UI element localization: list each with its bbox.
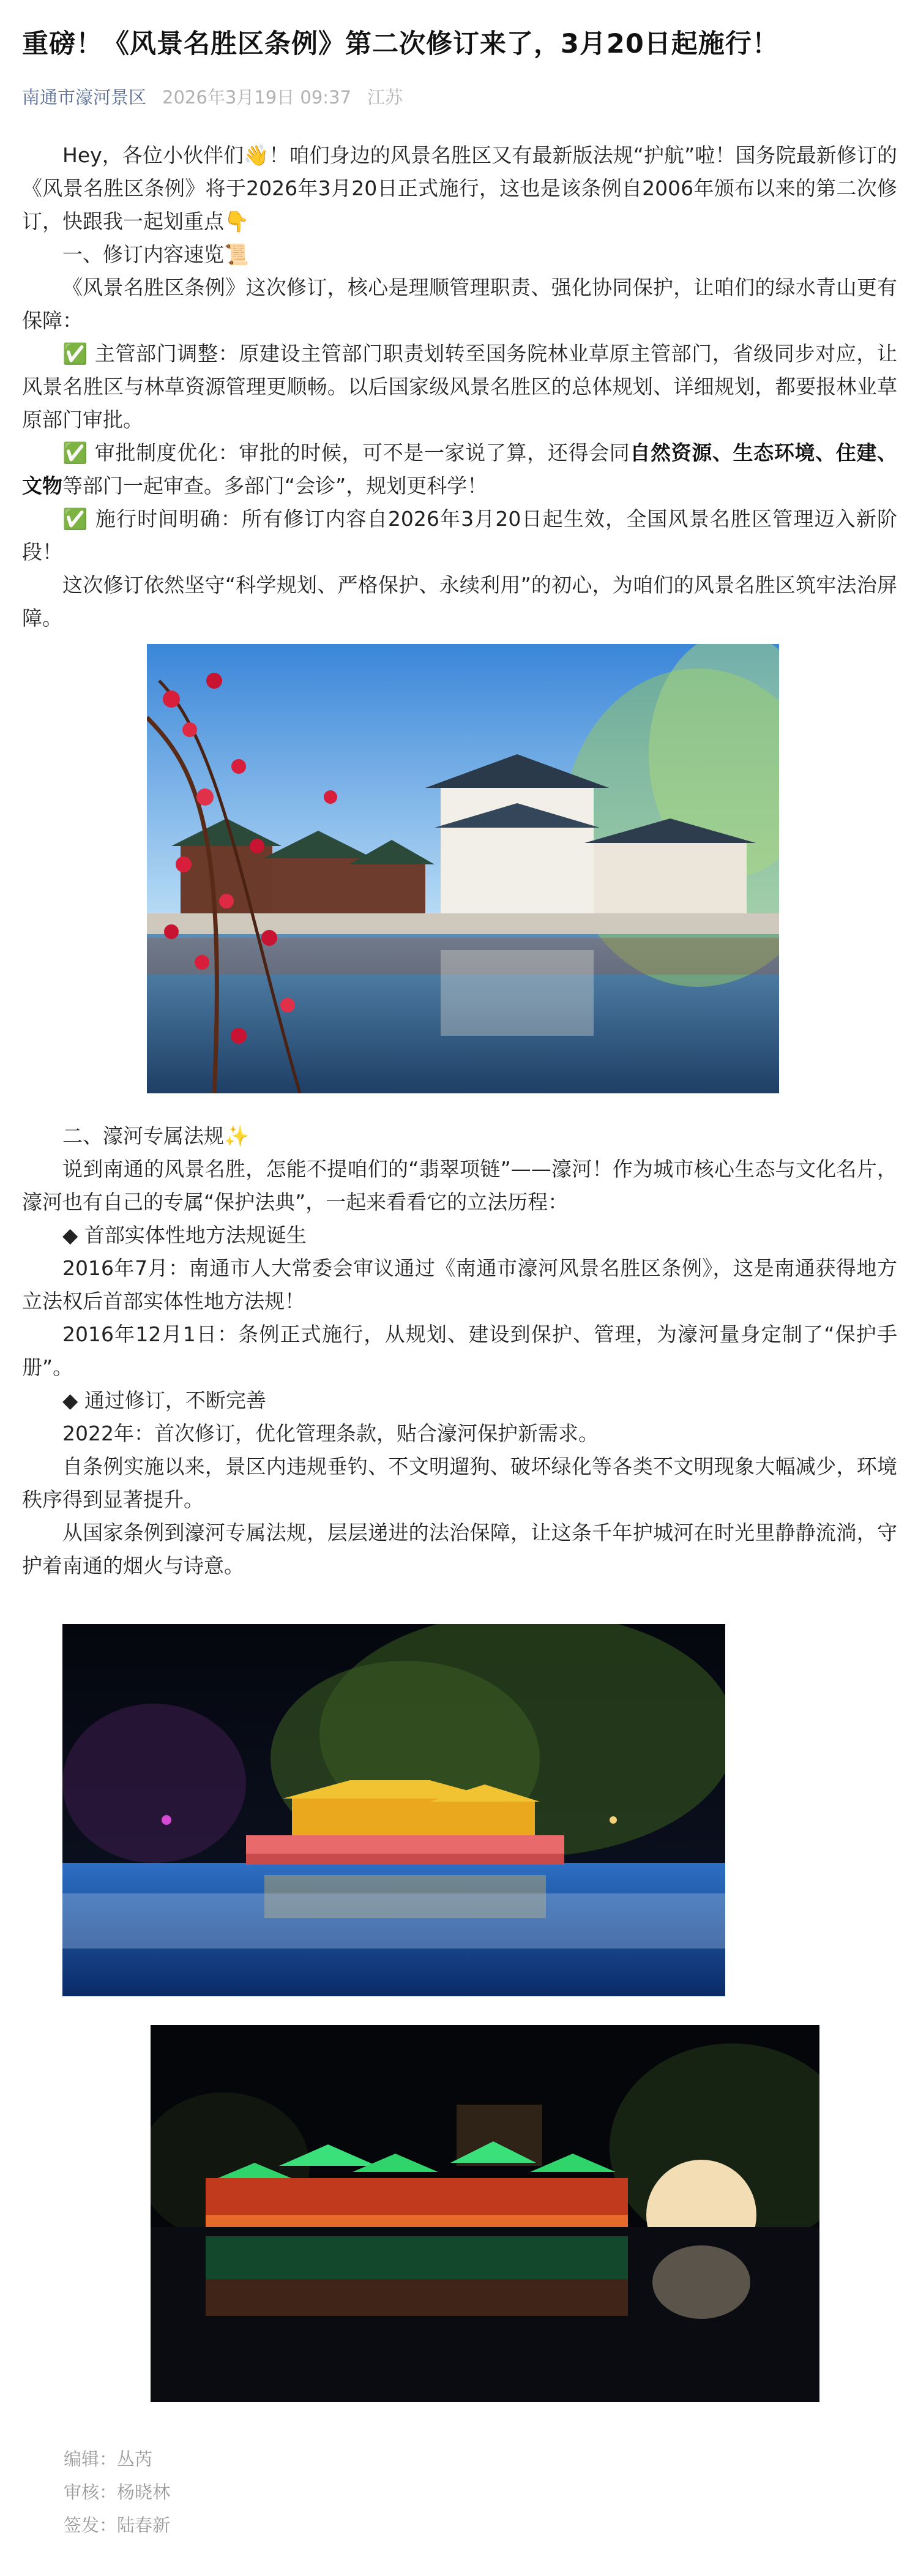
credit-reviewer: 审核：杨晓林 bbox=[64, 2482, 171, 2503]
publish-time: 2026年3月19日 09:37 bbox=[162, 86, 351, 108]
section-1-heading: 一、修订内容速览📜 bbox=[62, 242, 250, 266]
publish-location: 江苏 bbox=[367, 86, 403, 108]
section-1-text bbox=[22, 139, 897, 635]
credit-editor: 编辑：丛芮 bbox=[64, 2449, 153, 2469]
section-2-sub-2: ◆ 通过修订，不断完善 bbox=[62, 1388, 266, 1412]
photo-lakeside-pavilions bbox=[147, 644, 779, 1093]
credit-publisher: 签发：陆春新 bbox=[64, 2515, 171, 2536]
photo-night-pavilions-moon bbox=[151, 2025, 819, 2402]
photo-night-pavilion-gold bbox=[62, 1624, 725, 1996]
revision-item-3: ✅ 施行时间明确：所有修订内容自2026年3月20日起生效，全国风景名胜区管理迈入新阶段！ bbox=[22, 507, 897, 564]
revision-item-2-pre: ✅ 审批制度优化：审批的时候，可不是一家说了算，还得会同 bbox=[62, 441, 630, 465]
revision-item-2-bold: 自然资源、生态环境、住建、文物 bbox=[22, 441, 897, 498]
effect-paragraph: 自条例实施以来，景区内违规垂钓、不文明遛狗、破坏绿化等各类不文明现象大幅减少，环境秩序得到显著提升。 bbox=[22, 1455, 897, 1511]
article-title: 重磅！《风景名胜区条例》第二次修订来了，3月20日起施行！ bbox=[22, 29, 779, 59]
section-2-heading: 二、濠河专属法规✨ bbox=[62, 1124, 250, 1148]
history-2016-december: 2016年12月1日：条例正式施行，从规划、建设到保护、管理，为濠河量身定制了“保护手册”。 bbox=[22, 1322, 897, 1379]
intro-paragraph: Hey，各位小伙伴们👋！咱们身边的风景名胜区又有最新版法规“护航”啦！国务院最新修订的《风景名胜区条例》将于2026年3月20日正式施行，这也是该条例自2006年颁布以来的第二次修订，快跟我一起划重点👇 bbox=[22, 143, 897, 233]
revision-item-2-post: 等部门一起审查。多部门“会诊”，规划更科学！ bbox=[62, 474, 488, 498]
article-meta bbox=[22, 82, 403, 110]
history-2022: 2022年：首次修订，优化管理条款，贴合濠河保护新需求。 bbox=[62, 1421, 599, 1445]
account-name-link[interactable]: 南通市濠河景区 bbox=[22, 86, 147, 108]
revision-item-1: ✅ 主管部门调整：原建设主管部门职责划转至国务院林业草原主管部门，省级同步对应，让风景名胜区与林草资源管理更顺畅。以后国家级风景名胜区的总体规划、详细规划，都要报林业草原部门审批。 bbox=[22, 342, 897, 432]
section-2-text bbox=[22, 1120, 897, 1582]
section-2-sub-1: ◆ 首部实体性地方法规诞生 bbox=[62, 1223, 307, 1247]
section-1-closing: 这次修订依然坚守“科学规划、严格保护、永续利用”的初心，为咱们的风景名胜区筑牢法治屏障。 bbox=[22, 573, 897, 630]
credits bbox=[64, 2443, 170, 2542]
section-2-intro: 说到南通的风景名胜，怎能不提咱们的“翡翠项链”——濠河！作为城市核心生态与文化名片，濠河也有自己的专属“保护法典”，一起来看看它的立法历程： bbox=[22, 1157, 897, 1214]
revision-item-2 bbox=[22, 436, 897, 503]
history-2016-july: 2016年7月：南通市人大常委会审议通过《南通市濠河风景名胜区条例》，这是南通获得地方立法权后首部实体性地方法规！ bbox=[22, 1256, 897, 1313]
section-2-closing: 从国家条例到濠河专属法规，层层递进的法治保障，让这条千年护城河在时光里静静流淌，守护着南通的烟火与诗意。 bbox=[22, 1521, 897, 1578]
section-1-lead: 《风景名胜区条例》这次修订，核心是理顺管理职责、强化协同保护，让咱们的绿水青山更有保障： bbox=[22, 275, 897, 332]
